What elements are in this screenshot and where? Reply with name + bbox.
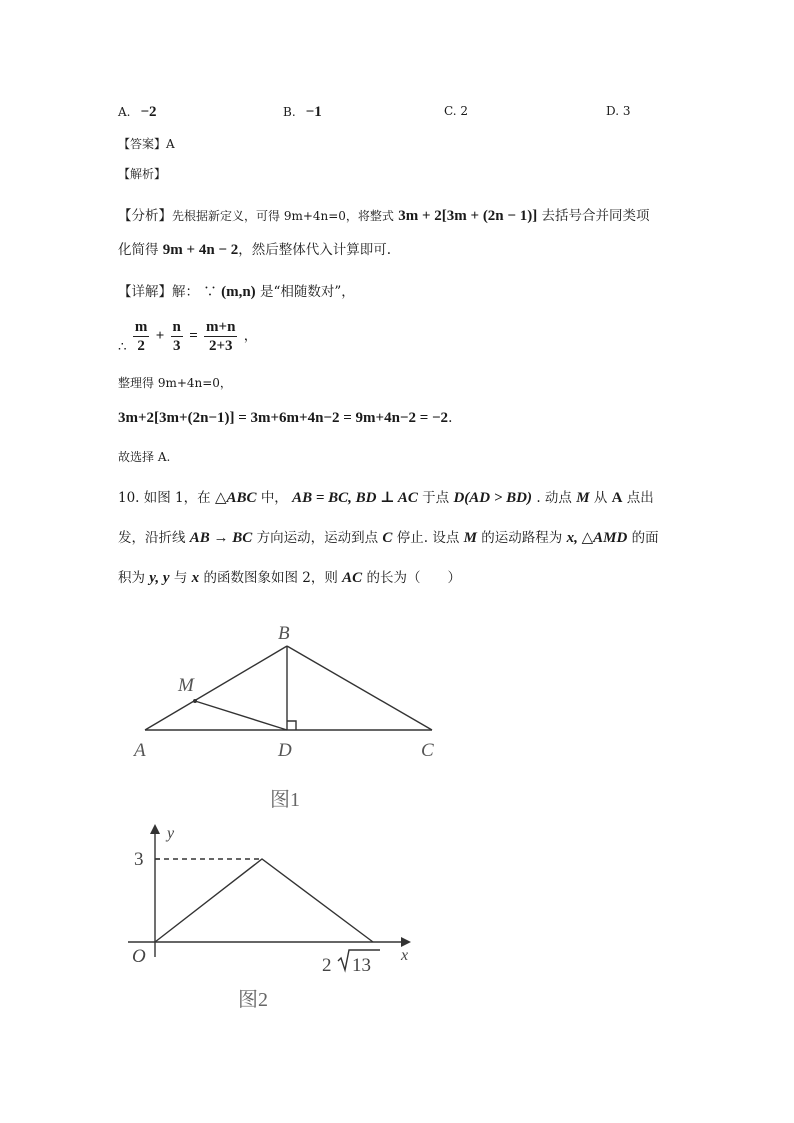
q10-condition: AB = BC, BD ⊥ AC [292,490,418,506]
q10-l2-text-4: 的运动路程为 [481,530,563,546]
fraction-sum [204,318,237,355]
because-symbol: ∵ [203,284,217,300]
option-a-label: A. [118,105,131,119]
plus-sign: + [155,328,165,344]
y-axis-arrow [150,824,160,834]
xiangjie-line [118,280,355,301]
q10-text-5: 从 [593,490,608,506]
option-a-value: −2 [140,104,157,120]
q10-xamd: x, △AMD [566,530,628,546]
zhengli-line: 整理得 9m+4n=0， [118,376,232,390]
therefore-symbol: ∴ [118,339,127,355]
fraction-denominator: 2+3 [208,338,233,354]
function-graph [155,859,373,942]
q10-line-3 [118,566,461,587]
q10-m: M [576,490,590,506]
segment-bc [287,646,432,730]
segment-ab [145,646,287,730]
label-2: 2 [322,955,332,976]
fenxi-text-4: ，然后整体代入计算即可. [238,242,392,258]
option-b-value: −1 [305,104,322,120]
label-c: C [421,740,434,761]
figure-2 [118,822,428,1017]
q10-path: AB → BC [189,530,253,546]
xiangjie-label: 【详解】解： [118,284,199,300]
option-c [444,104,468,118]
q10-l2-text-1: 发，沿折线 [118,530,186,546]
q10-text-4: . 动点 [536,490,572,506]
x-axis-arrow [401,937,411,947]
fraction-m-over-2 [133,318,150,355]
fenxi-text-2: 去括号合并同类项 [541,208,650,224]
q10-m-2: M [463,530,477,546]
figure-2-caption: 图2 [238,989,268,1011]
fraction-denominator: 2 [137,338,145,354]
label-13: 13 [352,955,371,976]
label-b: B [278,623,290,644]
q10-ac: AC [342,570,363,586]
option-b [283,104,322,121]
label-a: A [134,740,146,761]
fraction-n-over-3 [171,318,183,355]
q10-l3-text-1: 积为 [118,570,145,586]
label-3: 3 [134,849,144,870]
fraction-equation [118,318,257,355]
equation-2: 3m+2[3m+(2n−1)] = 3m+6m+4n−2 = 9m+4n−2 = −2 [118,410,449,426]
q10-c: C [382,530,393,546]
answer-value: A [166,137,175,151]
label-o: O [132,946,146,967]
q10-l2-text-5: 的面 [631,530,659,546]
segment-md [195,701,287,730]
point-m [193,699,197,703]
fraction-numerator: m [134,319,148,335]
equals-sign: = [189,328,198,344]
q10-triangle: △ABC [214,490,257,506]
fenxi-line-2 [118,238,391,259]
q10-text-2: 中， [260,490,288,506]
q10-l3-text-2: 与 [173,570,188,586]
option-d [606,104,630,118]
q10-text-1: 10. 如图 1，在 [118,490,211,506]
q10-a: A [611,490,623,506]
q10-text-6: 点出 [626,490,654,506]
q10-yy: y, y [149,570,170,586]
option-a [118,104,157,121]
right-angle-mark [287,721,296,730]
fraction-denominator: 3 [172,338,181,354]
q10-point-d: D(AD > BD) [453,490,533,506]
q10-line-2 [118,526,659,547]
answer-label: 【答案】 [118,137,167,151]
q10-line-1 [118,486,654,507]
q10-l2-text-2: 方向运动，运动到点 [256,530,379,546]
label-d: D [278,740,292,761]
option-b-label: B. [283,105,296,119]
figure-1-caption: 图1 [270,789,300,811]
q10-x: x [191,570,200,586]
xiangjie-text: 是“相随数对”， [259,284,355,300]
option-c-label: C. [444,104,457,118]
fenxi-expr: 3m + 2[3m + (2n − 1)] [398,208,538,224]
analysis-heading: 【解析】 [118,167,167,181]
fenxi-text-3: 化简得 [118,242,159,258]
option-d-label: D. [606,104,620,118]
conclusion-line: 故选择 A. [118,450,171,464]
equation-2-line [118,410,452,427]
label-y: y [167,825,175,842]
q10-l2-text-3: 停止. 设点 [396,530,460,546]
label-x: x [401,947,409,964]
fraction-tail: ， [243,328,258,344]
pair-expr: (m,n) [221,284,256,300]
label-m: M [178,675,194,696]
answer-line [118,135,175,152]
q10-l3-text-3: 的函数图象如图 2，则 [203,570,338,586]
q10-text-3: 于点 [422,490,450,506]
fenxi-expr-2: 9m + 4n − 2 [162,242,239,258]
fenxi-line-1 [118,204,650,225]
figure-1 [120,610,460,820]
equation-2-tail: . [448,410,453,426]
fraction-numerator: m+n [206,319,236,335]
option-c-value: 2 [460,104,469,118]
fenxi-label: 【分析】 [118,208,172,224]
option-d-value: 3 [622,104,631,118]
fenxi-text-1: 先根据新定义，可得 9m+4n=0，将整式 [172,209,394,223]
fraction-numerator: n [172,319,181,335]
q10-l3-text-4: 的长为（ ） [366,570,461,586]
